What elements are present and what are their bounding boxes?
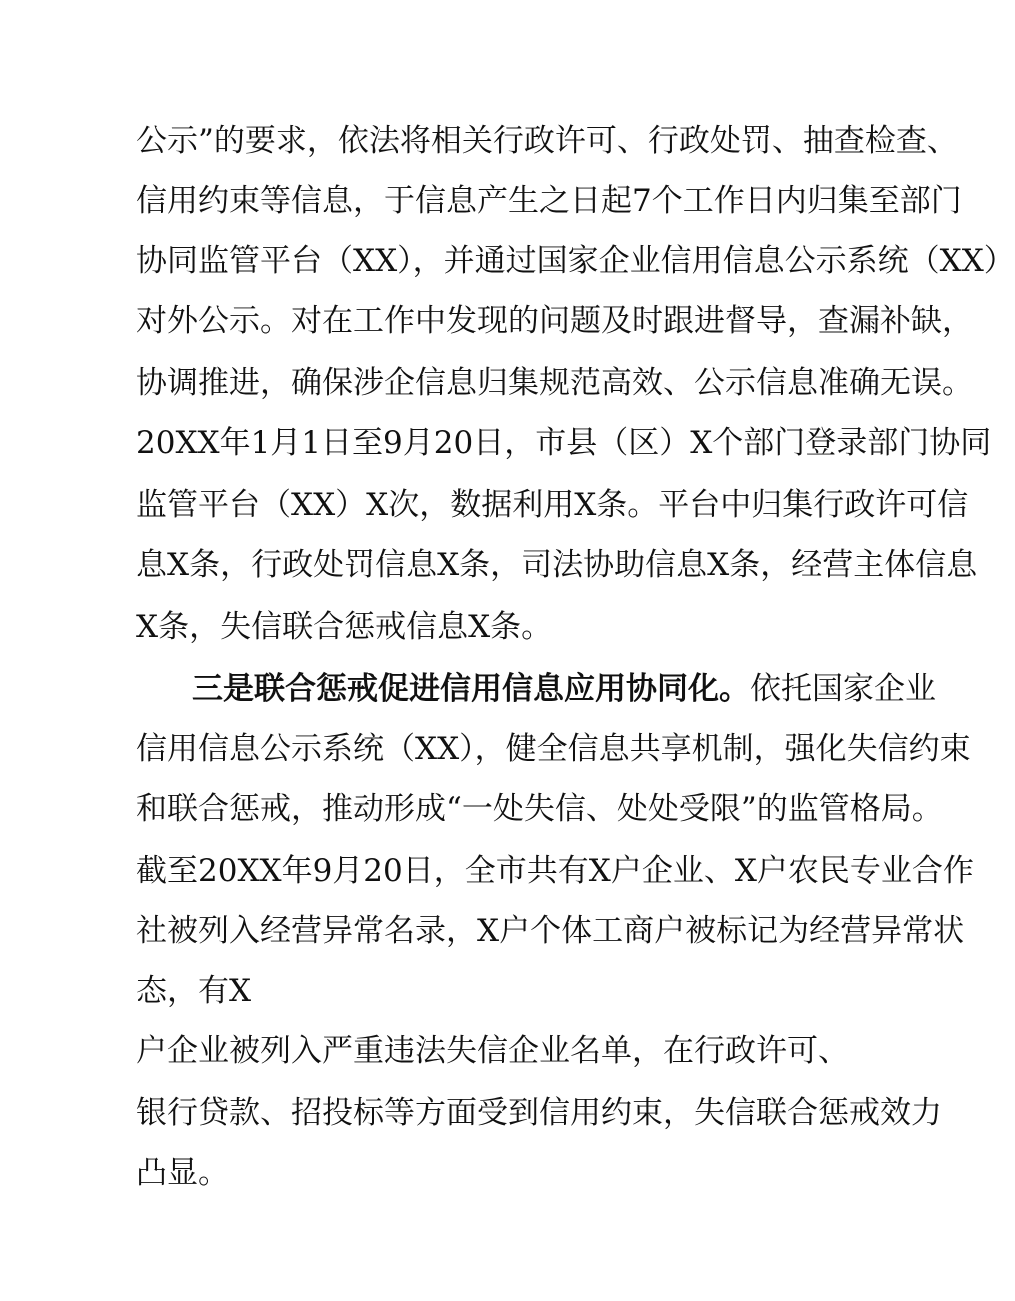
paragraph-line: 态，有X [136, 973, 252, 1009]
paragraph-line: 户企业被列入严重违法失信企业名单，在行政许可、 [136, 1033, 849, 1069]
section-intro: 依托国家企业 [750, 671, 936, 707]
section-heading-line [192, 669, 936, 709]
paragraph-line: 息X条，行政处罚信息X条，司法协助信息X条，经营主体信息 [136, 547, 978, 583]
paragraph-line: 公示”的要求，依法将相关行政许可、行政处罚、抽查检查、 [136, 123, 958, 159]
paragraph-line: 监管平台（XX）X次，数据利用X条。平台中归集行政许可信 [136, 487, 969, 523]
paragraph-line: 凸显。 [136, 1155, 229, 1191]
paragraph-line: 银行贷款、招投标等方面受到信用约束，失信联合惩戒效力 [136, 1095, 942, 1131]
paragraph-line: 信用约束等信息，于信息产生之日起7个工作日内归集至部门 [136, 183, 962, 219]
paragraph-line: X条，失信联合惩戒信息X条。 [136, 609, 553, 645]
paragraph-line: 社被列入经营异常名录，X户个体工商户被标记为经营异常状 [136, 913, 965, 949]
section-heading: 三是联合惩戒促进信用信息应用协同化。 [192, 671, 750, 707]
paragraph-line: 截至20XX年9月20日，全市共有X户企业、X户农民专业合作 [136, 853, 974, 889]
paragraph-line: 和联合惩戒，推动形成“一处失信、处处受限”的监管格局。 [136, 791, 943, 827]
paragraph-line: 对外公示。对在工作中发现的问题及时跟进督导，查漏补缺， [136, 303, 973, 339]
paragraph-line: 20XX年1月1日至9月20日，市县（区）X个部门登录部门协同 [136, 425, 992, 461]
paragraph-line: 协同监管平台（XX），并通过国家企业信用信息公示系统（XX） [136, 243, 1015, 279]
paragraph-line: 协调推进，确保涉企信息归集规范高效、公示信息准确无误。 [136, 365, 973, 401]
paragraph-line: 信用信息公示系统（XX），健全信息共享机制，强化失信约束 [136, 731, 971, 767]
